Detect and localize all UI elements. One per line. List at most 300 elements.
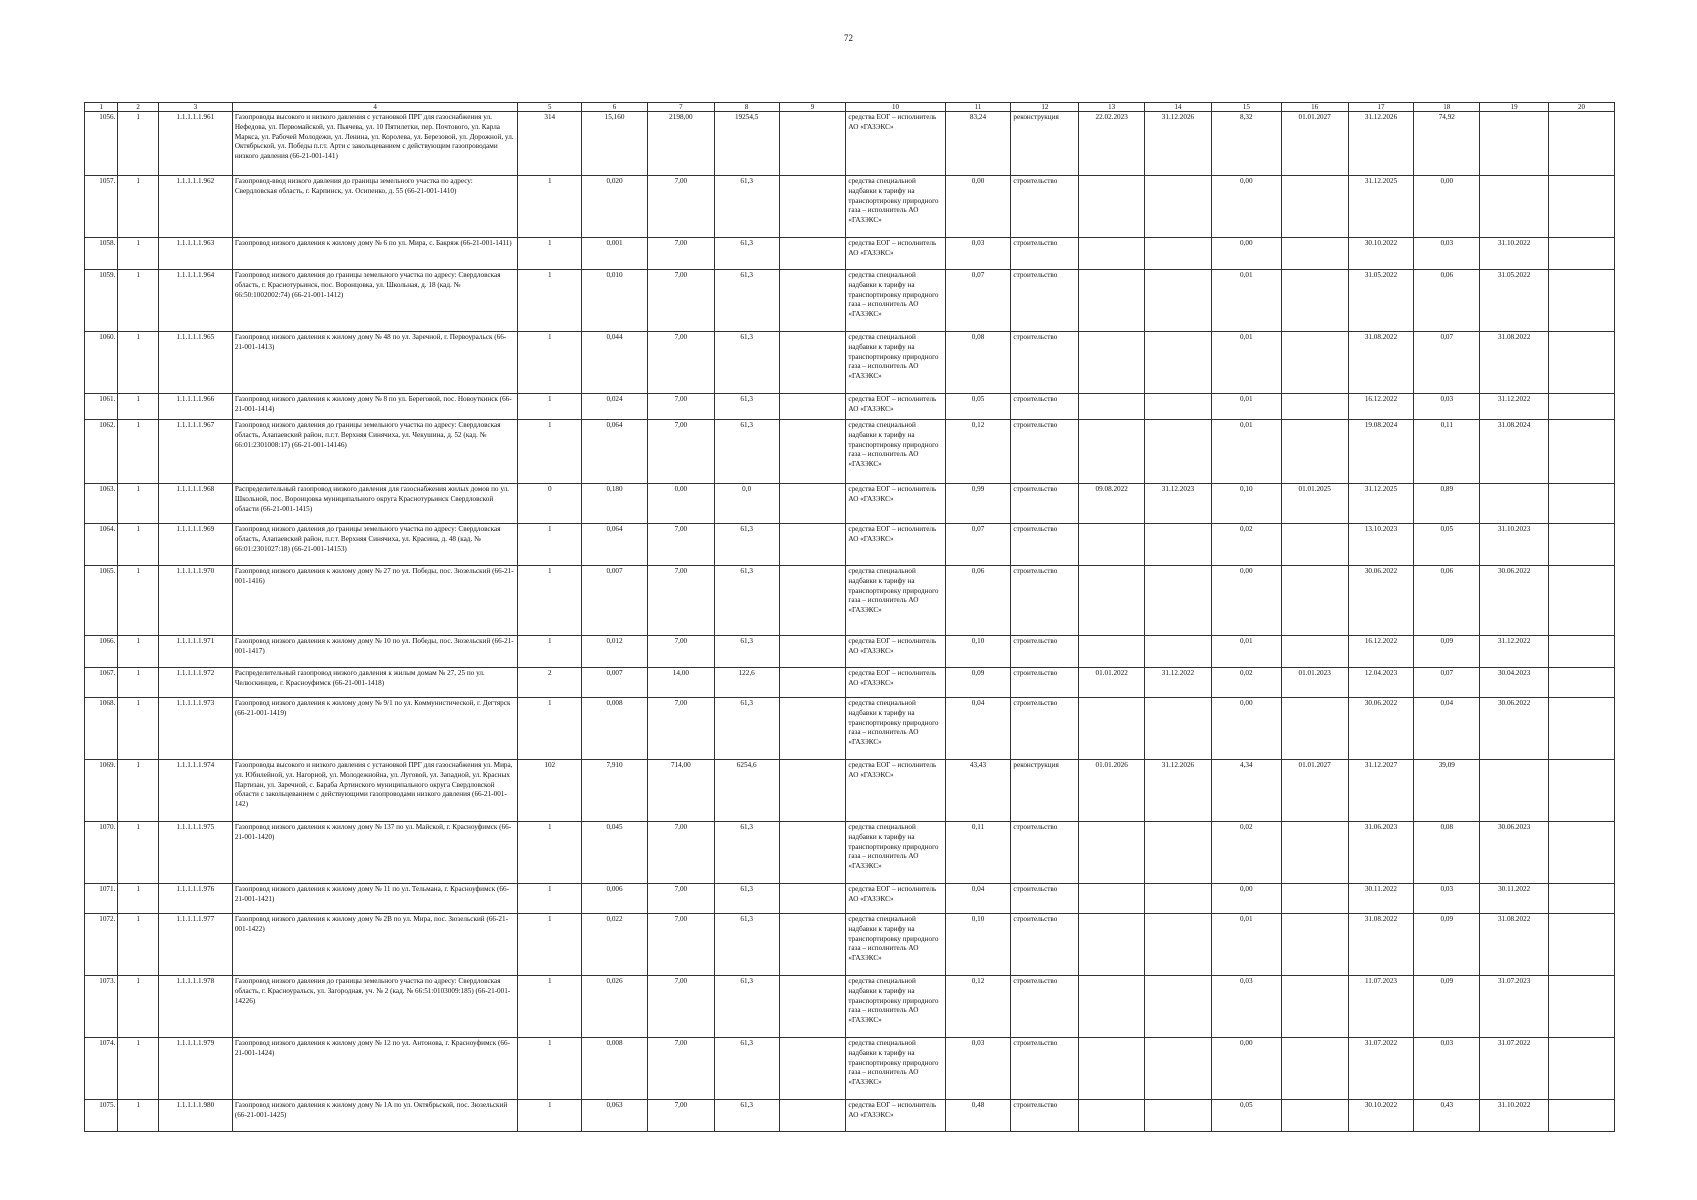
cell-col8: 6254,6 <box>714 760 779 822</box>
cell-col8: 61,3 <box>714 270 779 332</box>
cell-end-date <box>1145 1038 1212 1100</box>
cell-completion-date: 16.12.2022 <box>1348 394 1414 420</box>
column-header-7: 7 <box>647 103 714 112</box>
cell-col7: 7,00 <box>647 238 714 270</box>
cell-col18: 0,05 <box>1414 524 1480 566</box>
cell-col5: 1 <box>518 176 582 238</box>
cell-col8: 122,6 <box>714 668 779 698</box>
cell-col15: 0,02 <box>1211 822 1281 884</box>
cell-col16 <box>1281 976 1348 1038</box>
cell-col7: 7,00 <box>647 822 714 884</box>
cell-row-number: 1061. <box>85 394 118 420</box>
cell-funding-source: средства специальной надбавки к тарифу на транспортировку природного газа – исполнитель АО «ГАЗЭКС» <box>846 914 945 976</box>
cell-completion-date: 16.12.2022 <box>1348 636 1414 668</box>
column-number-row <box>85 103 1615 112</box>
cell-completion-date: 31.07.2022 <box>1348 1038 1414 1100</box>
cell-object-name: Распределительный газопровод низкого давления для газоснабжения жилых домов по ул. Школьной, пос. Воронцовка муниципального округа Краснотурьинск Свердловской области (66-21-001-1415) <box>232 484 518 524</box>
cell-start-date: 09.08.2022 <box>1079 484 1145 524</box>
table-header <box>85 103 1615 112</box>
cell-length: 0,063 <box>582 1100 648 1132</box>
cell-start-date <box>1079 698 1145 760</box>
cell-col5: 1 <box>518 270 582 332</box>
column-header-18: 18 <box>1414 103 1480 112</box>
cell-col20 <box>1549 760 1615 822</box>
cell-col8: 19254,5 <box>714 112 779 176</box>
cell-funding-source: средства специальной надбавки к тарифу на транспортировку природного газа – исполнитель АО «ГАЗЭКС» <box>846 332 945 394</box>
cell-row-number: 1066. <box>85 636 118 668</box>
cell-col5: 1 <box>518 636 582 668</box>
cell-col18: 0,06 <box>1414 566 1480 636</box>
cell-col9 <box>779 524 846 566</box>
cell-commissioning-date: 31.07.2023 <box>1480 976 1549 1038</box>
cell-col15: 0,00 <box>1211 566 1281 636</box>
cell-object-name: Газопровод низкого давления до границы земельного участка по адресу: Свердловская область, г. Красноуральск, ул. Загородная, уч. № 2 (кад. № 66:51:0103009:185) (66-21-001-14226) <box>232 976 518 1038</box>
cell-col5: 1 <box>518 332 582 394</box>
cell-col20 <box>1549 176 1615 238</box>
cell-commissioning-date <box>1480 112 1549 176</box>
cell-start-date <box>1079 914 1145 976</box>
cell-object-name: Газопроводы высокого и низкого давления с установкой ПРГ для газоснабжения ул. Мира, ул. Юбилейной, ул. Нагорной, ул. Молодежнойна, ул. Луговой, ул. Западной, ул. Красных Партизан, ул. Заречной, с. Бараба Артинского муниципального округа Свердловской области с закольцеванием с действующими газопроводами низкого давления (66-21-001-142) <box>232 760 518 822</box>
cell-col16 <box>1281 822 1348 884</box>
cell-row-number: 1073. <box>85 976 118 1038</box>
cell-end-date: 31.12.2022 <box>1145 668 1212 698</box>
cell-work-type: строительство <box>1011 420 1079 484</box>
cell-commissioning-date: 31.05.2022 <box>1480 270 1549 332</box>
cell-col2: 1 <box>118 668 159 698</box>
table-row <box>85 524 1615 566</box>
cell-work-type: строительство <box>1011 822 1079 884</box>
column-header-4: 4 <box>232 103 518 112</box>
cell-length: 7,910 <box>582 760 648 822</box>
cell-work-type: строительство <box>1011 636 1079 668</box>
column-header-9: 9 <box>779 103 846 112</box>
cell-col11: 0,11 <box>945 822 1011 884</box>
table-row <box>85 884 1615 914</box>
column-header-12: 12 <box>1011 103 1079 112</box>
cell-length: 0,007 <box>582 566 648 636</box>
cell-end-date <box>1145 394 1212 420</box>
cell-start-date <box>1079 636 1145 668</box>
cell-object-name: Газопровод низкого давления до границы земельного участка по адресу: Свердловская область, г. Краснотурьинск, пос. Воронцовка, ул. Школьная, д. 18 (кад. № 66:50:1002002:74) (66-21-001-1412) <box>232 270 518 332</box>
cell-start-date: 22.02.2023 <box>1079 112 1145 176</box>
cell-length: 0,001 <box>582 238 648 270</box>
cell-col8: 0,0 <box>714 484 779 524</box>
cell-col2: 1 <box>118 420 159 484</box>
column-header-1: 1 <box>85 103 118 112</box>
cell-row-number: 1068. <box>85 698 118 760</box>
cell-completion-date: 31.12.2026 <box>1348 112 1414 176</box>
cell-col11: 0,07 <box>945 524 1011 566</box>
cell-col20 <box>1549 566 1615 636</box>
cell-start-date <box>1079 270 1145 332</box>
cell-col8: 61,3 <box>714 332 779 394</box>
table-row <box>85 822 1615 884</box>
cell-col20 <box>1549 112 1615 176</box>
cell-col8: 61,3 <box>714 176 779 238</box>
cell-funding-source: средства ЕОГ – исполнитель АО «ГАЗЭКС» <box>846 112 945 176</box>
cell-col7: 14,00 <box>647 668 714 698</box>
cell-funding-source: средства специальной надбавки к тарифу на транспортировку природного газа – исполнитель АО «ГАЗЭКС» <box>846 420 945 484</box>
cell-end-date <box>1145 1100 1212 1132</box>
cell-col11: 43,43 <box>945 760 1011 822</box>
cell-start-date <box>1079 884 1145 914</box>
cell-end-date <box>1145 270 1212 332</box>
cell-col7: 714,00 <box>647 760 714 822</box>
cell-col9 <box>779 914 846 976</box>
cell-commissioning-date: 30.11.2022 <box>1480 884 1549 914</box>
cell-code: 1.1.1.1.1.974 <box>158 760 232 822</box>
cell-col7: 7,00 <box>647 636 714 668</box>
cell-col20 <box>1549 1038 1615 1100</box>
cell-work-type: строительство <box>1011 394 1079 420</box>
cell-col16 <box>1281 332 1348 394</box>
cell-row-number: 1058. <box>85 238 118 270</box>
cell-col20 <box>1549 238 1615 270</box>
cell-col9 <box>779 976 846 1038</box>
cell-completion-date: 30.10.2022 <box>1348 238 1414 270</box>
cell-col2: 1 <box>118 698 159 760</box>
cell-col11: 0,10 <box>945 914 1011 976</box>
cell-col9 <box>779 484 846 524</box>
cell-col5: 1 <box>518 1038 582 1100</box>
cell-col7: 7,00 <box>647 524 714 566</box>
cell-row-number: 1072. <box>85 914 118 976</box>
cell-start-date <box>1079 822 1145 884</box>
cell-work-type: реконструкция <box>1011 760 1079 822</box>
cell-col8: 61,3 <box>714 238 779 270</box>
cell-funding-source: средства ЕОГ – исполнитель АО «ГАЗЭКС» <box>846 884 945 914</box>
cell-col15: 4,34 <box>1211 760 1281 822</box>
cell-commissioning-date: 31.07.2022 <box>1480 1038 1549 1100</box>
cell-row-number: 1059. <box>85 270 118 332</box>
cell-row-number: 1060. <box>85 332 118 394</box>
column-header-14: 14 <box>1145 103 1212 112</box>
cell-length: 0,006 <box>582 884 648 914</box>
column-header-10: 10 <box>846 103 945 112</box>
cell-object-name: Распределительный газопровод низкого давления к жилым домам № 27, 25 по ул. Челюскинцев, г. Красноуфимск (66-21-001-1418) <box>232 668 518 698</box>
cell-work-type: строительство <box>1011 1100 1079 1132</box>
cell-object-name: Газопровод низкого давления к жилому дому № 12 по ул. Антонова, г. Красноуфимск (66-21-001-1424) <box>232 1038 518 1100</box>
cell-col20 <box>1549 668 1615 698</box>
cell-code: 1.1.1.1.1.970 <box>158 566 232 636</box>
cell-col2: 1 <box>118 394 159 420</box>
cell-work-type: строительство <box>1011 1038 1079 1100</box>
cell-col11: 0,09 <box>945 668 1011 698</box>
column-header-2: 2 <box>118 103 159 112</box>
cell-length: 0,064 <box>582 420 648 484</box>
cell-end-date: 31.12.2023 <box>1145 484 1212 524</box>
cell-funding-source: средства специальной надбавки к тарифу на транспортировку природного газа – исполнитель АО «ГАЗЭКС» <box>846 698 945 760</box>
cell-object-name: Газопровод низкого давления к жилому дому № 8 по ул. Береговой, пос. Новоуткинск (66-21-001-1414) <box>232 394 518 420</box>
cell-completion-date: 13.10.2023 <box>1348 524 1414 566</box>
cell-commissioning-date <box>1480 760 1549 822</box>
cell-col2: 1 <box>118 524 159 566</box>
cell-row-number: 1075. <box>85 1100 118 1132</box>
cell-commissioning-date: 31.08.2024 <box>1480 420 1549 484</box>
cell-end-date: 31.12.2026 <box>1145 760 1212 822</box>
cell-code: 1.1.1.1.1.978 <box>158 976 232 1038</box>
column-header-13: 13 <box>1079 103 1145 112</box>
cell-funding-source: средства ЕОГ – исполнитель АО «ГАЗЭКС» <box>846 760 945 822</box>
column-header-6: 6 <box>582 103 648 112</box>
cell-col15: 0,01 <box>1211 420 1281 484</box>
cell-col9 <box>779 636 846 668</box>
cell-col11: 0,03 <box>945 238 1011 270</box>
cell-length: 0,024 <box>582 394 648 420</box>
column-header-15: 15 <box>1211 103 1281 112</box>
cell-work-type: строительство <box>1011 524 1079 566</box>
cell-col5: 1 <box>518 238 582 270</box>
cell-end-date <box>1145 176 1212 238</box>
column-header-17: 17 <box>1348 103 1414 112</box>
cell-object-name: Газопроводы высокого и низкого давления с установкой ПРГ для газоснабжения ул. Нефедова, ул. Первомайской, ул. Пьячева, ул. 10 Пятилетки, пер. Почтового, ул. Карла Маркса, ул. Рабочей Молодежи, ул. Ленина, ул. Королева, ул. Березовой, ул. Дорожной, ул. Октябрьской, ул. Победы п.г.т. Арти с закольцеванием с действующим газопроводами низкого давления (66-21-001-141) <box>232 112 518 176</box>
cell-col2: 1 <box>118 636 159 668</box>
cell-funding-source: средства специальной надбавки к тарифу на транспортировку природного газа – исполнитель АО «ГАЗЭКС» <box>846 822 945 884</box>
cell-col18: 0,09 <box>1414 976 1480 1038</box>
cell-code: 1.1.1.1.1.972 <box>158 668 232 698</box>
cell-col8: 61,3 <box>714 420 779 484</box>
cell-end-date <box>1145 566 1212 636</box>
cell-col18: 39,09 <box>1414 760 1480 822</box>
cell-length: 0,012 <box>582 636 648 668</box>
cell-completion-date: 31.12.2025 <box>1348 484 1414 524</box>
cell-completion-date: 31.05.2022 <box>1348 270 1414 332</box>
cell-start-date <box>1079 1100 1145 1132</box>
cell-work-type: реконструкция <box>1011 112 1079 176</box>
cell-end-date <box>1145 332 1212 394</box>
cell-col15: 0,03 <box>1211 976 1281 1038</box>
table-row <box>85 420 1615 484</box>
cell-col16: 01.01.2025 <box>1281 484 1348 524</box>
cell-col20 <box>1549 976 1615 1038</box>
cell-col2: 1 <box>118 566 159 636</box>
cell-code: 1.1.1.1.1.973 <box>158 698 232 760</box>
cell-length: 0,064 <box>582 524 648 566</box>
cell-col11: 0,04 <box>945 698 1011 760</box>
table-row <box>85 566 1615 636</box>
cell-length: 0,020 <box>582 176 648 238</box>
cell-col9 <box>779 884 846 914</box>
cell-completion-date: 19.08.2024 <box>1348 420 1414 484</box>
cell-row-number: 1067. <box>85 668 118 698</box>
cell-col9 <box>779 698 846 760</box>
cell-start-date <box>1079 238 1145 270</box>
cell-col7: 7,00 <box>647 332 714 394</box>
cell-col11: 0,12 <box>945 420 1011 484</box>
table-row <box>85 1038 1615 1100</box>
cell-col20 <box>1549 822 1615 884</box>
cell-funding-source: средства специальной надбавки к тарифу на транспортировку природного газа – исполнитель АО «ГАЗЭКС» <box>846 1038 945 1100</box>
cell-col5: 2 <box>518 668 582 698</box>
cell-col2: 1 <box>118 270 159 332</box>
cell-start-date <box>1079 976 1145 1038</box>
cell-col5: 1 <box>518 914 582 976</box>
cell-col11: 0,03 <box>945 1038 1011 1100</box>
cell-col9 <box>779 394 846 420</box>
cell-end-date <box>1145 524 1212 566</box>
cell-completion-date: 31.08.2022 <box>1348 914 1414 976</box>
cell-work-type: строительство <box>1011 176 1079 238</box>
cell-col20 <box>1549 524 1615 566</box>
cell-col5: 1 <box>518 698 582 760</box>
cell-col11: 0,99 <box>945 484 1011 524</box>
cell-col7: 7,00 <box>647 394 714 420</box>
table-body <box>85 112 1615 1132</box>
cell-object-name: Газопровод низкого давления к жилому дому № 6 по ул. Мира, с. Бакряж (66-21-001-1411) <box>232 238 518 270</box>
cell-col18: 0,09 <box>1414 636 1480 668</box>
cell-col16 <box>1281 1038 1348 1100</box>
cell-col8: 61,3 <box>714 524 779 566</box>
cell-col15: 0,01 <box>1211 636 1281 668</box>
cell-col8: 61,3 <box>714 394 779 420</box>
column-header-5: 5 <box>518 103 582 112</box>
cell-col18: 0,03 <box>1414 1038 1480 1100</box>
cell-object-name: Газопровод низкого давления к жилому дому № 48 по ул. Заречной, г. Первоуральск (66-21-001-1413) <box>232 332 518 394</box>
cell-start-date: 01.01.2026 <box>1079 760 1145 822</box>
cell-col8: 61,3 <box>714 1038 779 1100</box>
cell-col2: 1 <box>118 112 159 176</box>
table-row <box>85 270 1615 332</box>
cell-work-type: строительство <box>1011 914 1079 976</box>
cell-object-name: Газопровод низкого давления к жилому дому № 137 по ул. Майской, г. Красноуфимск (66-21-001-1420) <box>232 822 518 884</box>
cell-col8: 61,3 <box>714 1100 779 1132</box>
cell-col16 <box>1281 914 1348 976</box>
cell-object-name: Газопровод низкого давления до границы земельного участка по адресу: Свердловская область, Алапаевский район, п.г.т. Верхняя Синячиха, ул. Красина, д. 48 (кад. № 66:01:2301027:18) (66-21-001-14153) <box>232 524 518 566</box>
cell-code: 1.1.1.1.1.975 <box>158 822 232 884</box>
cell-col5: 1 <box>518 1100 582 1132</box>
cell-length: 0,180 <box>582 484 648 524</box>
table-row <box>85 332 1615 394</box>
cell-completion-date: 30.06.2022 <box>1348 698 1414 760</box>
cell-end-date <box>1145 914 1212 976</box>
cell-start-date <box>1079 176 1145 238</box>
cell-col15: 0,02 <box>1211 524 1281 566</box>
cell-col9 <box>779 668 846 698</box>
cell-col5: 1 <box>518 566 582 636</box>
cell-commissioning-date <box>1480 484 1549 524</box>
cell-length: 0,008 <box>582 1038 648 1100</box>
cell-code: 1.1.1.1.1.968 <box>158 484 232 524</box>
cell-col15: 0,10 <box>1211 484 1281 524</box>
cell-col18: 0,03 <box>1414 394 1480 420</box>
cell-col20 <box>1549 698 1615 760</box>
cell-end-date <box>1145 976 1212 1038</box>
cell-col18: 0,11 <box>1414 420 1480 484</box>
cell-completion-date: 12.04.2023 <box>1348 668 1414 698</box>
page-number: 72 <box>844 33 853 43</box>
cell-col18: 0,89 <box>1414 484 1480 524</box>
cell-col18: 74,92 <box>1414 112 1480 176</box>
cell-row-number: 1057. <box>85 176 118 238</box>
cell-length: 0,044 <box>582 332 648 394</box>
cell-col7: 7,00 <box>647 270 714 332</box>
cell-funding-source: средства ЕОГ – исполнитель АО «ГАЗЭКС» <box>846 636 945 668</box>
cell-col16 <box>1281 420 1348 484</box>
cell-col20 <box>1549 484 1615 524</box>
table-row <box>85 668 1615 698</box>
cell-code: 1.1.1.1.1.977 <box>158 914 232 976</box>
cell-commissioning-date: 31.10.2023 <box>1480 524 1549 566</box>
cell-work-type: строительство <box>1011 566 1079 636</box>
cell-commissioning-date: 30.06.2022 <box>1480 566 1549 636</box>
cell-col5: 314 <box>518 112 582 176</box>
cell-col15: 0,02 <box>1211 668 1281 698</box>
cell-object-name: Газопровод низкого давления до границы земельного участка по адресу: Свердловская область, Алапаевский район, п.г.т. Верхняя Синячиха, ул. Чекушина, д. 52 (кад. № 66:01:2301008:17) (66-21-001-14146) <box>232 420 518 484</box>
cell-code: 1.1.1.1.1.967 <box>158 420 232 484</box>
cell-work-type: строительство <box>1011 484 1079 524</box>
cell-col20 <box>1549 884 1615 914</box>
cell-col18: 0,06 <box>1414 270 1480 332</box>
cell-code: 1.1.1.1.1.964 <box>158 270 232 332</box>
cell-col18: 0,08 <box>1414 822 1480 884</box>
cell-col7: 7,00 <box>647 698 714 760</box>
cell-start-date <box>1079 566 1145 636</box>
cell-col9 <box>779 566 846 636</box>
cell-col2: 1 <box>118 976 159 1038</box>
cell-start-date <box>1079 1038 1145 1100</box>
cell-col8: 61,3 <box>714 566 779 636</box>
cell-col20 <box>1549 914 1615 976</box>
table-row <box>85 698 1615 760</box>
cell-col8: 61,3 <box>714 884 779 914</box>
cell-col16 <box>1281 270 1348 332</box>
cell-work-type: строительство <box>1011 668 1079 698</box>
cell-col5: 1 <box>518 420 582 484</box>
cell-col20 <box>1549 420 1615 484</box>
cell-col18: 0,03 <box>1414 238 1480 270</box>
cell-col11: 0,48 <box>945 1100 1011 1132</box>
cell-col15: 0,05 <box>1211 1100 1281 1132</box>
cell-col9 <box>779 176 846 238</box>
cell-col9 <box>779 420 846 484</box>
cell-col7: 7,00 <box>647 1038 714 1100</box>
cell-col9 <box>779 112 846 176</box>
cell-col2: 1 <box>118 332 159 394</box>
cell-col16 <box>1281 524 1348 566</box>
cell-length: 15,160 <box>582 112 648 176</box>
cell-funding-source: средства ЕОГ – исполнитель АО «ГАЗЭКС» <box>846 1100 945 1132</box>
cell-row-number: 1062. <box>85 420 118 484</box>
cell-completion-date: 11.07.2023 <box>1348 976 1414 1038</box>
cell-col2: 1 <box>118 484 159 524</box>
cell-start-date <box>1079 394 1145 420</box>
cell-col5: 1 <box>518 524 582 566</box>
cell-col7: 7,00 <box>647 566 714 636</box>
table-row <box>85 976 1615 1038</box>
cell-completion-date: 30.06.2022 <box>1348 566 1414 636</box>
cell-col18: 0,03 <box>1414 884 1480 914</box>
cell-start-date <box>1079 420 1145 484</box>
cell-funding-source: средства специальной надбавки к тарифу на транспортировку природного газа – исполнитель АО «ГАЗЭКС» <box>846 566 945 636</box>
cell-code: 1.1.1.1.1.965 <box>158 332 232 394</box>
cell-object-name: Газопровод низкого давления к жилому дому № 2В по ул. Мира, пос. Зюзельский (66-21-001-1422) <box>232 914 518 976</box>
cell-col8: 61,3 <box>714 822 779 884</box>
table-row <box>85 176 1615 238</box>
table-row <box>85 760 1615 822</box>
cell-col20 <box>1549 636 1615 668</box>
cell-col5: 1 <box>518 822 582 884</box>
cell-commissioning-date: 31.10.2022 <box>1480 1100 1549 1132</box>
cell-commissioning-date: 31.10.2022 <box>1480 238 1549 270</box>
cell-row-number: 1074. <box>85 1038 118 1100</box>
cell-col2: 1 <box>118 914 159 976</box>
cell-start-date <box>1079 332 1145 394</box>
cell-object-name: Газопровод низкого давления к жилому дому № 1А по ул. Октябрьской, пос. Зюзельский (66-21-001-1425) <box>232 1100 518 1132</box>
cell-col11: 0,05 <box>945 394 1011 420</box>
cell-col15: 0,01 <box>1211 332 1281 394</box>
cell-col16 <box>1281 176 1348 238</box>
cell-row-number: 1070. <box>85 822 118 884</box>
